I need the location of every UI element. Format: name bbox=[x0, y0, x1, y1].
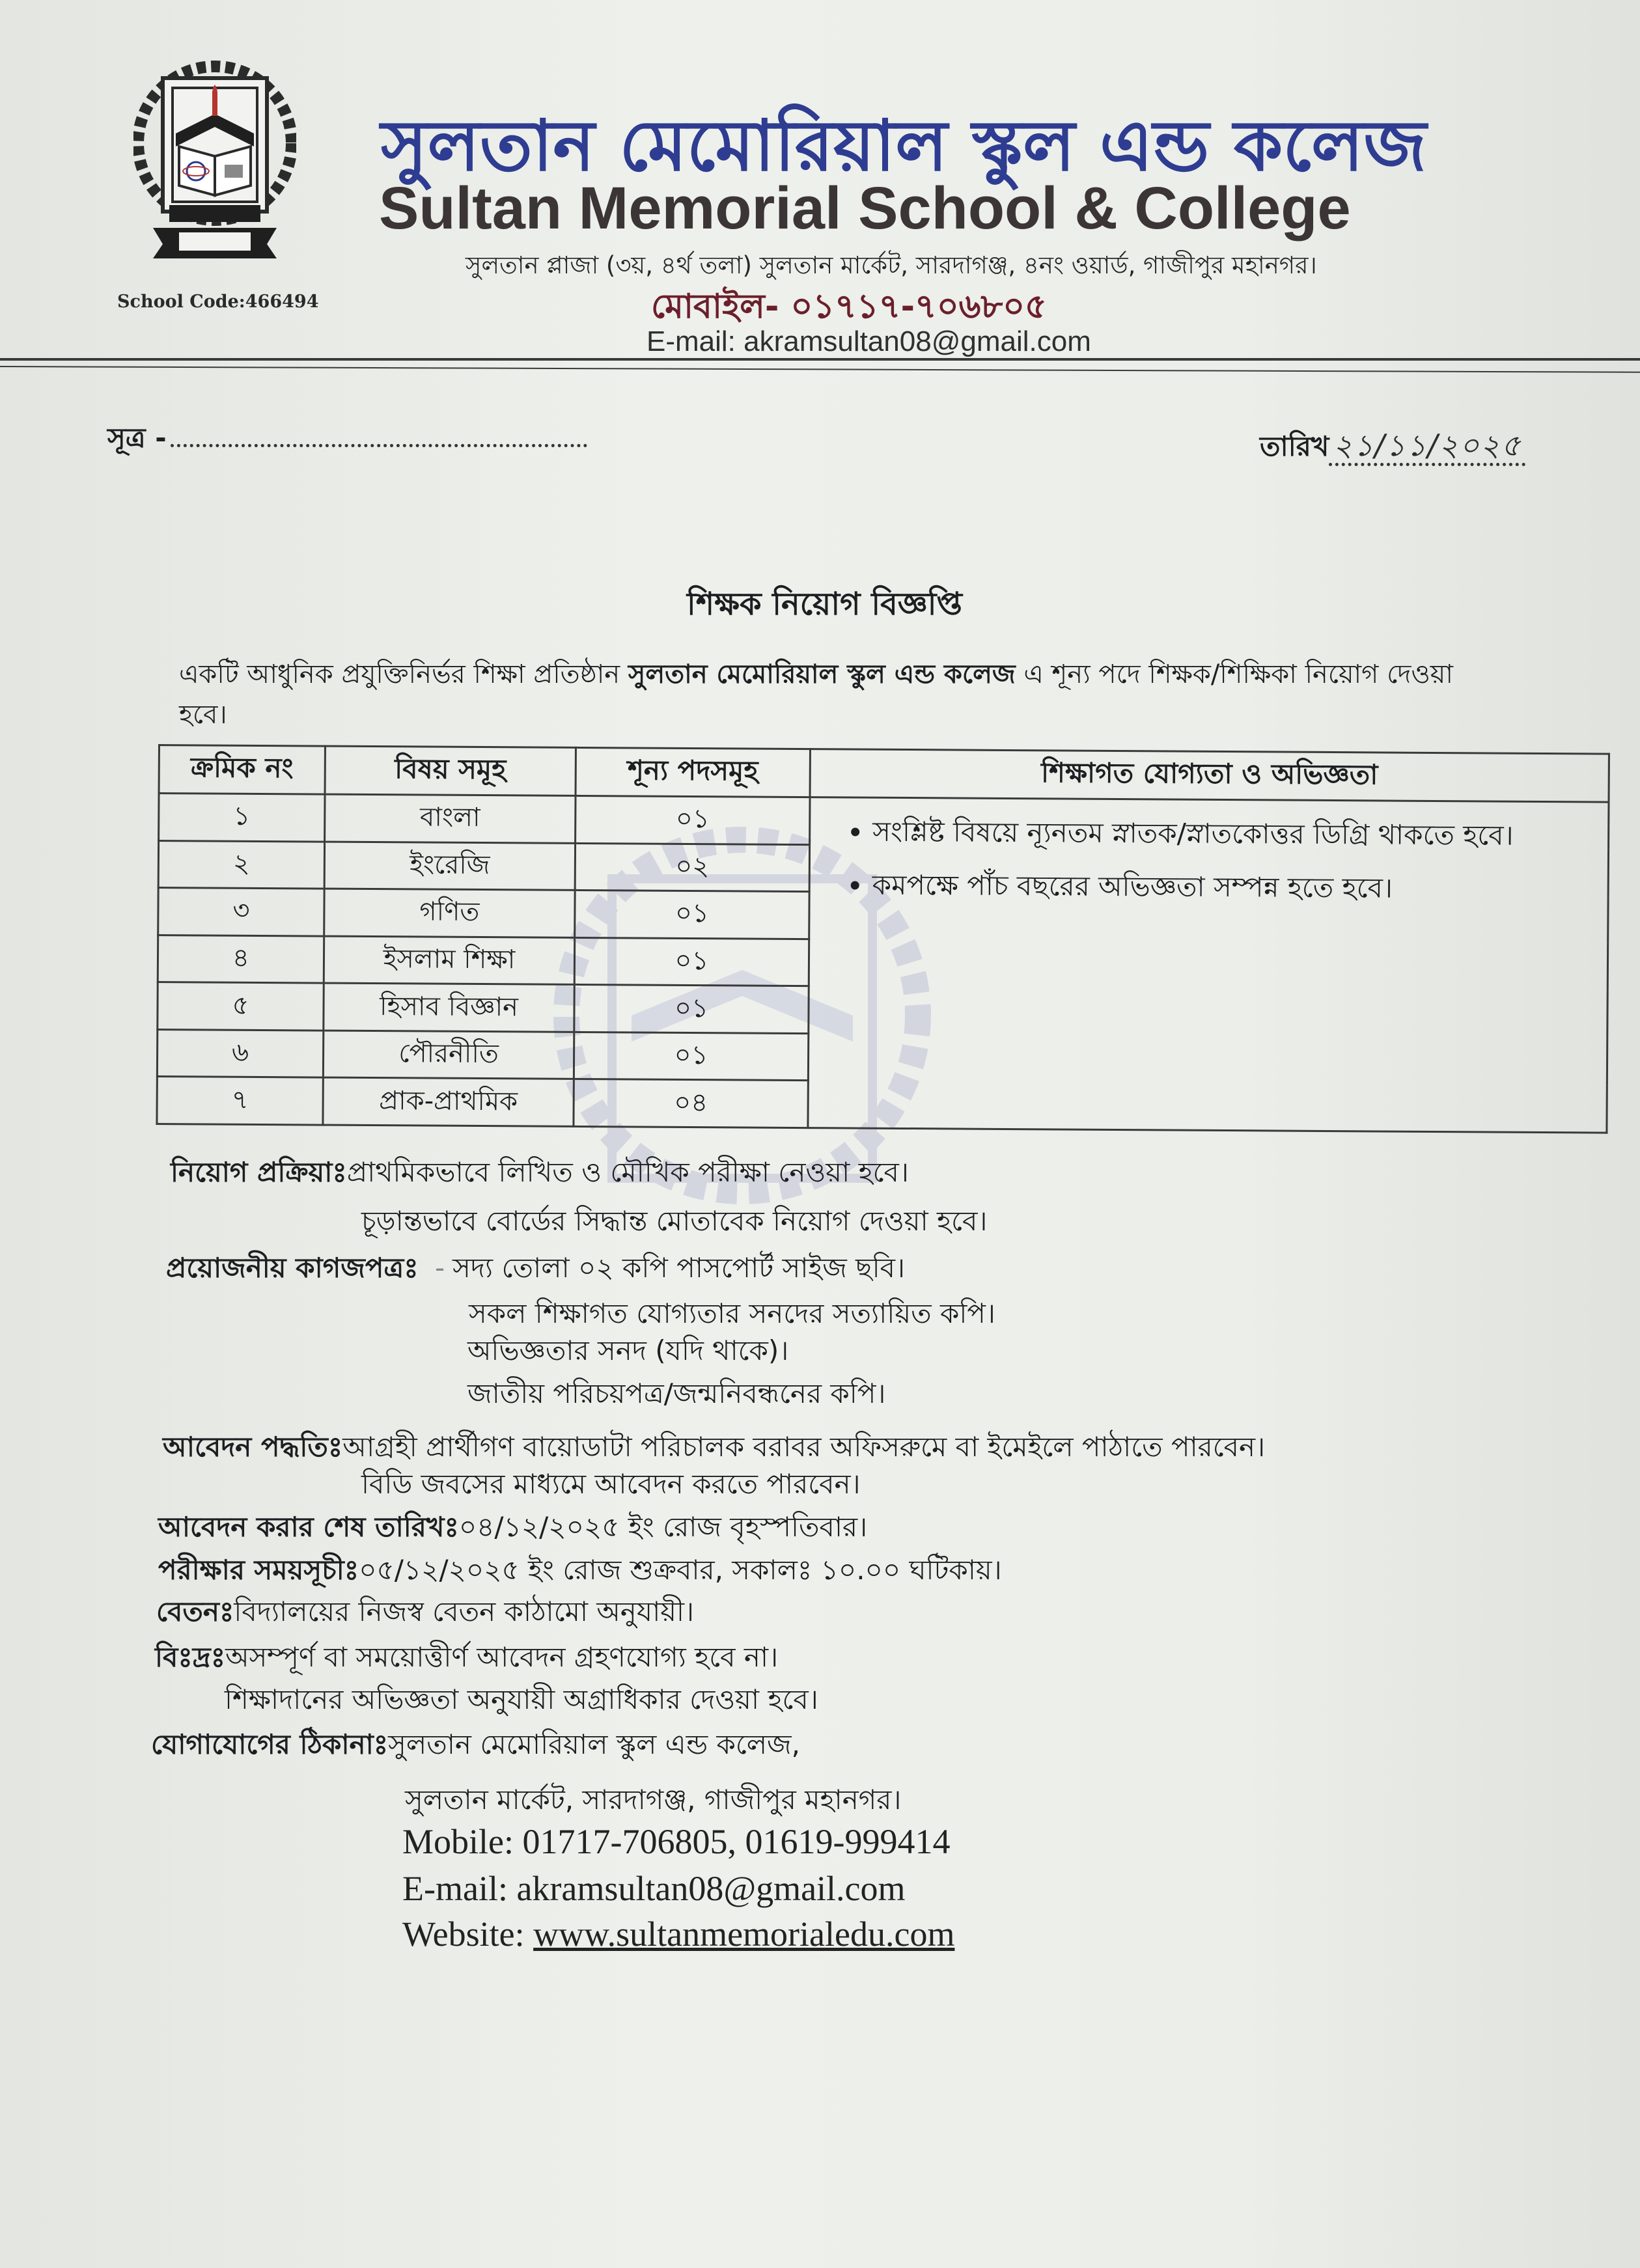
posts-cell: ০১ bbox=[574, 1032, 808, 1081]
process-line-2: চূড়ান্তভাবে বোর্ডের সিদ্ধান্ত মোতাবেক নিয়োগ দেওয়া হবে। bbox=[361, 1205, 988, 1237]
docs-item: সদ্য তোলা ০২ কপি পাসপোর্ট সাইজ ছবি। bbox=[452, 1252, 906, 1284]
docs-label: প্রয়োজনীয় কাগজপত্রঃ bbox=[166, 1252, 419, 1284]
apply-line-2: বিডি জবসের মাধ্যমে আবেদন করতে পারবেন। bbox=[361, 1468, 861, 1500]
exam-line bbox=[158, 1549, 1002, 1595]
contact-mobile: Mobile: 01717-706805, 01619-999414 bbox=[402, 1822, 951, 1861]
header-posts: শূন্য পদসমূহ bbox=[576, 747, 810, 797]
header-rule-thin bbox=[0, 366, 1640, 373]
subject-cell: বাংলা bbox=[325, 794, 576, 843]
table-header-row bbox=[159, 745, 1609, 803]
reference-line bbox=[107, 417, 587, 463]
subject-cell: পৌরনীতি bbox=[323, 1030, 574, 1079]
reference-dots bbox=[171, 444, 587, 447]
contact-email: E-mail: akramsultan08@gmail.com bbox=[402, 1869, 906, 1908]
note-text-1: অসম্পূর্ণ বা সময়োত্তীর্ণ আবেদন গ্রহণযোগ্য হবে না। bbox=[225, 1641, 779, 1673]
serial-cell: ৩ bbox=[158, 888, 324, 936]
docs-item: অভিজ্ঞতার সনদ (যদি থাকে)। bbox=[467, 1335, 789, 1366]
deadline-text: ০৪/১২/২০২৫ ইং রোজ বৃহস্পতিবার। bbox=[458, 1511, 868, 1543]
intro-school-name: সুলতান মেমোরিয়াল স্কুল এন্ড কলেজ bbox=[628, 659, 1016, 689]
process-text-1: প্রাথমিকভাবে লিখিত ও মৌখিক পরীক্ষা নেওয়া হবে। bbox=[346, 1156, 909, 1188]
school-logo bbox=[133, 49, 296, 283]
salary-line bbox=[156, 1590, 694, 1637]
subject-cell: প্রাক-প্রাথমিক bbox=[323, 1077, 574, 1126]
date-line bbox=[1260, 423, 1525, 473]
serial-cell: ৫ bbox=[158, 982, 324, 1030]
subject-cell: ইসলাম শিক্ষা bbox=[324, 936, 574, 985]
posts-cell: ০১ bbox=[574, 937, 809, 986]
posts-cell: ০১ bbox=[575, 891, 809, 939]
header-rule bbox=[0, 358, 1640, 361]
header-mobile: মোবাইল- ০১৭১৭-৭০৬৮০৫ bbox=[651, 287, 1047, 326]
reference-label: সূত্র - bbox=[107, 422, 167, 454]
serial-cell: ৬ bbox=[157, 1029, 323, 1077]
serial-cell: ১ bbox=[159, 794, 325, 842]
deadline-label: আবেদন করার শেষ তারিখঃ bbox=[158, 1511, 459, 1543]
subject-cell: গণিত bbox=[324, 889, 575, 937]
qualification-item: • সংশ্লিষ্ট বিষয়ে ন্যূনতম স্নাতক/স্নাতকোত্তর ডিগ্রি থাকতে হবে। bbox=[872, 812, 1581, 857]
salary-label: বেতনঃ bbox=[156, 1596, 234, 1627]
posts-cell: ০৪ bbox=[574, 1079, 808, 1128]
serial-cell: ৭ bbox=[157, 1077, 323, 1125]
header-serial: ক্রমিক নং bbox=[159, 745, 325, 795]
process-line-1 bbox=[171, 1151, 909, 1197]
exam-text: ০৫/১২/২০২৫ ইং রোজ শুক্রবার, সকালঃ ১০.০০ ঘটিকায়। bbox=[359, 1554, 1002, 1586]
salary-text: বিদ্যালয়ের নিজস্ব বেতন কাঠামো অনুযায়ী। bbox=[234, 1596, 695, 1627]
school-name-english: Sultan Memorial School & College bbox=[379, 175, 1351, 242]
qualification-cell bbox=[808, 797, 1609, 1133]
posts-cell: ০১ bbox=[576, 795, 810, 844]
school-code: School Code:466494 bbox=[117, 292, 319, 312]
contact-website-line bbox=[402, 1914, 954, 1954]
qualification-item: • কমপক্ষে পাঁচ বছরের অভিজ্ঞতা সম্পন্ন হতে হবে। bbox=[872, 865, 1581, 910]
vacancy-table bbox=[156, 744, 1610, 1134]
contact-label: যোগাযোগের ঠিকানাঃ bbox=[151, 1728, 389, 1760]
header-email: E-mail: akramsultan08@gmail.com bbox=[646, 325, 1091, 357]
school-address: সুলতান প্লাজা (৩য়, ৪র্থ তলা) সুলতান মার্কেট, সারদাগঞ্জ, ৪নং ওয়ার্ড, গাজীপুর মহানগর। bbox=[466, 251, 1317, 279]
subject-cell: ইংরেজি bbox=[324, 842, 575, 891]
contact-line-2: সুলতান মার্কেট, সারদাগঞ্জ, গাজীপুর মহানগর। bbox=[405, 1784, 902, 1816]
docs-dash: - bbox=[434, 1252, 445, 1284]
school-name-bangla: সুলতান মেমোরিয়াল স্কুল এন্ড কলেজ bbox=[381, 105, 1426, 187]
intro-paragraph bbox=[179, 654, 1455, 735]
exam-label: পরীক্ষার সময়সূচীঃ bbox=[158, 1554, 359, 1586]
serial-cell: ৪ bbox=[158, 935, 324, 983]
note-line-2: শিক্ষাদানের অভিজ্ঞতা অনুযায়ী অগ্রাধিকার দেওয়া হবে। bbox=[225, 1683, 818, 1715]
process-label: নিয়োগ প্রক্রিয়াঃ bbox=[171, 1156, 347, 1188]
subject-cell: হিসাব বিজ্ঞান bbox=[324, 983, 574, 1032]
contact-line-1 bbox=[151, 1723, 800, 1769]
intro-text-pre: একটি আধুনিক প্রযুক্তিনির্ভর শিক্ষা প্রতিষ্ঠান bbox=[179, 659, 628, 689]
docs-item: সকল শিক্ষাগত যোগ্যতার সনদের সত্যায়িত কপি। bbox=[469, 1297, 995, 1329]
intro-text-post: এ শূন্য পদে শিক্ষক/শিক্ষিকা নিয়োগ দেওয়া হবে। bbox=[179, 659, 1453, 730]
contact-text-1: সুলতান মেমোরিয়াল স্কুল এন্ড কলেজ, bbox=[388, 1728, 800, 1760]
header-subject: বিষয় সমূহ bbox=[325, 746, 576, 795]
header-qualification: শিক্ষাগত যোগ্যতা ও অভিজ্ঞতা bbox=[810, 749, 1609, 802]
posts-cell: ০২ bbox=[575, 843, 809, 892]
docs-item: জাতীয় পরিচয়পত্র/জন্মনিবন্ধনের কপি। bbox=[467, 1377, 886, 1409]
apply-label: আবেদন পদ্ধতিঃ bbox=[163, 1431, 343, 1463]
notice-title: শিক্ষক নিয়োগ বিজ্ঞপ্তি bbox=[687, 586, 962, 622]
docs-line-1 bbox=[166, 1247, 905, 1293]
website-link[interactable]: www.sultanmemorialedu.com bbox=[533, 1915, 955, 1954]
table-row bbox=[159, 794, 1609, 850]
serial-cell: ২ bbox=[158, 840, 324, 889]
deadline-line bbox=[158, 1506, 867, 1552]
date-label: তারিখ bbox=[1260, 430, 1329, 462]
date-value: ২১/১১/২০২৫ bbox=[1329, 428, 1525, 466]
qualification-list bbox=[837, 811, 1582, 909]
website-label: Website: bbox=[402, 1915, 534, 1954]
posts-cell: ০১ bbox=[574, 985, 809, 1034]
apply-text-1: আগ্রহী প্রার্থীগণ বায়োডাটা পরিচালক বরাবর অফিসরুমে বা ইমেইলে পাঠাতে পারবেন। bbox=[342, 1431, 1266, 1463]
note-label: বিঃদ্রঃ bbox=[155, 1641, 226, 1673]
note-line-1 bbox=[155, 1636, 778, 1682]
